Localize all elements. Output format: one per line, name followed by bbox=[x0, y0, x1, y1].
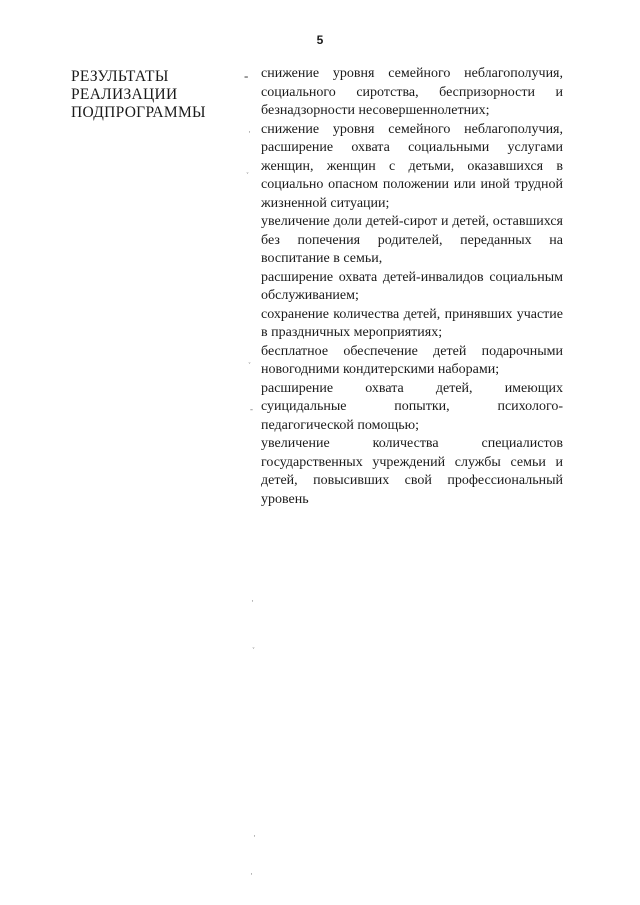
result-item: снижение уровня семейного неблагополучия, расширение охвата социальными услугами женщин, женщин с детьми, оказавшихся в социально опасном положении или иной трудной жизненной ситуации; bbox=[261, 121, 563, 211]
result-item: увеличение доли детей-сирот и детей, оставшихся без попечения родителей, переданных на воспитание в семьи, bbox=[261, 214, 563, 266]
results-list bbox=[261, 65, 563, 509]
result-item: увеличение количества специалистов государственных учреждений службы семьи и детей, повысивших свой профессиональный уровень bbox=[261, 436, 563, 507]
scan-speck: · bbox=[250, 869, 253, 879]
scan-speck: · bbox=[248, 127, 251, 137]
heading-line-1: РЕЗУЛЬТАТЫ bbox=[71, 68, 169, 85]
scan-speck: · bbox=[251, 596, 254, 606]
section-heading bbox=[71, 68, 231, 122]
result-item: расширение охвата детей-инвалидов социальным обслуживанием; bbox=[261, 269, 563, 303]
result-item: бесплатное обеспечение детей подарочными новогодними кондитерскими наборами; bbox=[261, 343, 563, 377]
scan-speck: ˯ bbox=[246, 164, 249, 174]
scan-speck: ˯ bbox=[252, 639, 255, 649]
result-item: расширение охвата детей, имеющих суицидальные попытки, психолого-педагогической помощью; bbox=[261, 380, 563, 433]
page-number: 5 bbox=[316, 33, 324, 47]
result-item: снижение уровня семейного неблагополучия, социального сиротства, беспризорности и безнадзорности несовершеннолетних; bbox=[261, 66, 563, 118]
heading-line-2: РЕАЛИЗАЦИИ bbox=[71, 86, 178, 103]
scan-speck: · bbox=[253, 831, 256, 841]
list-marker: - bbox=[244, 68, 249, 83]
scan-speck: ˯ bbox=[248, 354, 251, 364]
heading-line-3: ПОДПРОГРАММЫ bbox=[71, 104, 206, 121]
scan-speck: - bbox=[250, 404, 253, 414]
result-item: сохранение количества детей, принявших участие в праздничных мероприятиях; bbox=[261, 306, 563, 340]
